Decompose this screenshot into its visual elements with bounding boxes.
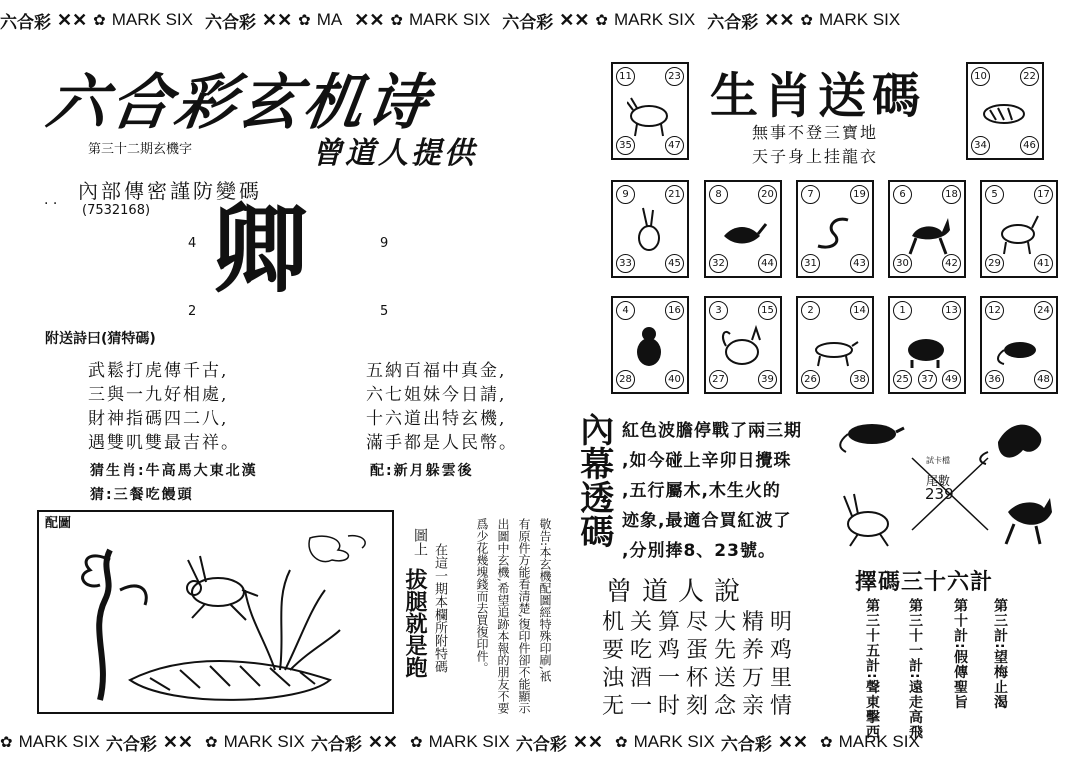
zodiac-box-snake <box>796 180 874 278</box>
zodiac-number: 5 <box>985 185 1004 204</box>
zdr-title: 曾道人說 <box>606 577 751 607</box>
poem-left-line: 財神指碼四二八, <box>88 409 229 429</box>
poem-right-line: 六七姐妹今日請, <box>366 385 507 405</box>
number-4: 4 <box>188 236 197 251</box>
inner-line: ,五行屬木,木生火的 <box>622 481 781 501</box>
zodiac-number: 45 <box>665 254 684 273</box>
zodiac-number: 17 <box>1034 185 1053 204</box>
zodiac-number: 10 <box>971 67 990 86</box>
zodiac-number: 16 <box>665 301 684 320</box>
banner-flower-icon: ✿ <box>93 12 106 29</box>
bottom-banner <box>0 728 1080 756</box>
zodiac-number: 30 <box>893 254 912 273</box>
banner-mark-text: MA <box>316 10 343 29</box>
inner-line: ,如今碰上辛卯日攪珠 <box>622 451 792 471</box>
zodiac-number: 1 <box>893 301 912 320</box>
strategy-title: 擇碼三十六計 <box>855 570 994 595</box>
zodiac-number: 43 <box>850 254 869 273</box>
strategy-item: 第三十一計:遠走高飛 <box>907 598 923 740</box>
zodiac-number: 3 <box>709 301 728 320</box>
zodiac-number: 4 <box>616 301 635 320</box>
zodiac-box-dog <box>796 296 874 394</box>
banner-flower-icon: ✿ <box>298 12 311 29</box>
inner-line: 迹象,最適合買紅波了 <box>622 511 792 531</box>
banner-chunk <box>205 8 342 33</box>
zodiac-number: 46 <box>1020 136 1039 155</box>
zodiac-number: 34 <box>971 136 990 155</box>
zodiac-number: 33 <box>616 254 635 273</box>
zodiac-number: 49 <box>942 370 961 389</box>
zodiac-title: 生肖送碼 <box>710 68 927 124</box>
dog-icon <box>812 322 860 372</box>
poem-left-line: 遇雙叽雙最吉祥。 <box>88 433 240 453</box>
dragon-icon <box>720 206 768 256</box>
monkey-icon <box>627 322 675 372</box>
number-9: 9 <box>380 236 389 251</box>
poem-right-line: 十六道出特玄機, <box>366 409 507 429</box>
inner-code-label: 內部傳密謹防變碼 <box>78 179 262 203</box>
rat-icon <box>996 322 1044 372</box>
zodiac-number: 6 <box>893 185 912 204</box>
zdr-line: 无一时刻念亲情 <box>602 694 799 719</box>
inner-line: 紅色波膽停戰了兩三期 <box>622 421 802 441</box>
zodiac-box-ox <box>611 62 689 160</box>
banner-mark-text: MARK SIX <box>223 732 305 751</box>
banner-six-logo: 六合彩 <box>515 734 567 754</box>
inner-line: ,分別捧8、23號。 <box>622 541 776 561</box>
zodiac-box-dragon <box>704 180 782 278</box>
banner-mark-text: MARK SIX <box>614 10 696 29</box>
zodiac-number: 25 <box>893 370 912 389</box>
banner-x-icon: ✕✕ <box>559 9 590 30</box>
zodiac-number: 37 <box>918 370 937 389</box>
zodiac-number: 41 <box>1034 254 1053 273</box>
banner-six-logo: 六合彩 <box>502 12 554 32</box>
banner-mark-text: MARK SIX <box>111 10 193 29</box>
banner-six-logo: 六合彩 <box>205 12 256 32</box>
banner-flower-icon: ✿ <box>615 734 628 751</box>
guess-match: 配:新月躲雲後 <box>370 463 474 479</box>
zodiac-box-horse <box>888 180 966 278</box>
tiger-icon <box>982 88 1030 138</box>
zodiac-number: 22 <box>1020 67 1039 86</box>
page-title: 六合彩玄机诗 <box>42 68 437 138</box>
banner-flower-icon: ✿ <box>0 734 13 751</box>
zodiac-number: 19 <box>850 185 869 204</box>
banner-mark-text: MARK SIX <box>819 10 901 29</box>
zodiac-box-monkey <box>611 296 689 394</box>
poem-right-line: 五納百福中真金, <box>366 361 507 381</box>
zodiac-number: 23 <box>665 67 684 86</box>
banner-x-icon: ✕✕ <box>57 9 88 30</box>
banner-chunk <box>502 8 695 33</box>
poem-right-line: 滿手都是人民幣。 <box>366 433 518 453</box>
zdr-line: 要吃鸡蛋先养鸡 <box>602 638 799 663</box>
zodiac-poem-line: 無事不登三寶地 <box>752 123 879 142</box>
picture-caption-small: 圖上 <box>412 528 428 556</box>
banner-flower-icon: ✿ <box>800 12 813 29</box>
zodiac-number: 8 <box>709 185 728 204</box>
zdr-line: 浊酒一杯送万里 <box>602 666 799 691</box>
banner-mark-text: MARK SIX <box>633 732 715 751</box>
picture-caption-note: 在這一期本欄所附特碼 <box>432 543 447 673</box>
banner-chunk <box>354 10 490 31</box>
banner-flower-icon: ✿ <box>390 12 403 29</box>
banner-chunk <box>0 730 193 755</box>
banner-six-logo: 六合彩 <box>105 734 157 754</box>
zodiac-number: 28 <box>616 370 635 389</box>
zodiac-number: 35 <box>616 136 635 155</box>
banner-flower-icon: ✿ <box>820 734 833 751</box>
zodiac-number: 20 <box>758 185 777 204</box>
zodiac-number: 15 <box>758 301 777 320</box>
banner-x-icon: ✕✕ <box>262 9 293 30</box>
zodiac-number: 29 <box>985 254 1004 273</box>
banner-chunk <box>707 8 900 33</box>
banner-chunk <box>410 730 603 755</box>
banner-six-logo: 六合彩 <box>0 12 51 32</box>
banner-x-icon: ✕✕ <box>764 9 795 30</box>
poem-heading: 附送詩曰(猜特碼) <box>45 331 156 347</box>
tail-label: 試卡檔 <box>926 456 950 465</box>
zodiac-poem-line: 天子身上挂龍衣 <box>752 147 879 166</box>
number-2: 2 <box>188 304 197 319</box>
banner-chunk <box>615 730 808 755</box>
banner-flower-icon: ✿ <box>595 12 608 29</box>
poem-left-line: 武鬆打虎傳千古, <box>88 361 229 381</box>
zodiac-number: 13 <box>942 301 961 320</box>
banner-x-icon: ✕✕ <box>354 9 385 30</box>
issue-label: 第三十二期玄機字 <box>88 142 193 157</box>
banner-flower-icon: ✿ <box>410 734 423 751</box>
guess-item: 猜:三餐吃饅頭 <box>90 487 194 503</box>
zodiac-box-rat <box>980 296 1058 394</box>
banner-six-logo: 六合彩 <box>310 734 362 754</box>
zodiac-number: 14 <box>850 301 869 320</box>
banner-x-icon: ✕✕ <box>572 731 603 752</box>
guess-zodiac: 猜生肖:牛高馬大東北漢 <box>90 463 258 479</box>
zodiac-box-rabbit <box>611 180 689 278</box>
picture-label: 配圖 <box>45 516 72 531</box>
banner-chunk <box>0 8 193 33</box>
tail-number: 239 <box>925 485 954 503</box>
tail-word: 尾數 <box>926 474 951 488</box>
zodiac-number: 31 <box>801 254 820 273</box>
zodiac-number: 42 <box>942 254 961 273</box>
zodiac-number: 7 <box>801 185 820 204</box>
big-character: 卿 <box>212 193 308 306</box>
zodiac-box-rooster <box>704 296 782 394</box>
zodiac-number: 39 <box>758 370 777 389</box>
zodiac-number: 47 <box>665 136 684 155</box>
zodiac-number: 40 <box>665 370 684 389</box>
inner-vertical-title: 內幕透碼 <box>573 412 614 548</box>
banner-mark-text: MARK SIX <box>428 732 510 751</box>
zodiac-number: 9 <box>616 185 635 204</box>
zodiac-number: 32 <box>709 254 728 273</box>
zodiac-number: 27 <box>709 370 728 389</box>
banner-mark-text: MARK SIX <box>838 732 920 751</box>
banner-mark-text: MARK SIX <box>409 10 491 29</box>
banner-six-logo: 六合彩 <box>707 12 759 32</box>
banner-x-icon: ✕✕ <box>162 731 193 752</box>
zodiac-number: 44 <box>758 254 777 273</box>
rooster-icon <box>720 322 768 372</box>
zodiac-box-goat <box>980 180 1058 278</box>
provider-label: 曾道人提供 <box>312 136 477 171</box>
dots-mark: · · <box>44 196 58 212</box>
picture-caption-large: 拔腿就是跑 <box>402 568 428 678</box>
goat-icon <box>996 206 1044 256</box>
zodiac-box-tiger <box>966 62 1044 160</box>
rabbit-scene-illustration <box>70 530 370 706</box>
zodiac-number: 24 <box>1034 301 1053 320</box>
zodiac-number: 2 <box>801 301 820 320</box>
number-5: 5 <box>380 304 389 319</box>
inner-code-number: (7532168) <box>82 203 151 218</box>
strategy-item: 第三十五計:聲東擊西 <box>864 598 880 740</box>
notice-col-3: 出圖中玄機,希望追跡本報的朋友不要 <box>496 518 510 714</box>
strategy-item: 第十計:假傳聖旨 <box>952 598 968 710</box>
zodiac-number: 36 <box>985 370 1004 389</box>
banner-flower-icon: ✿ <box>205 734 218 751</box>
poem-left-line: 三與一九好相處, <box>88 385 229 405</box>
zodiac-number: 26 <box>801 370 820 389</box>
pig-icon <box>904 322 952 372</box>
notice-col-2: 有原件方能看清楚,復印件卻不能顯示 <box>517 518 531 714</box>
rabbit-icon <box>627 206 675 256</box>
banner-x-icon: ✕✕ <box>367 731 398 752</box>
horse-icon <box>904 206 952 256</box>
notice-col-1: 敬告:本玄機配圖經特殊印刷,祇 <box>538 518 552 682</box>
zodiac-box-pig <box>888 296 966 394</box>
top-banner <box>0 6 1080 34</box>
banner-mark-text: MARK SIX <box>18 732 100 751</box>
strategy-item: 第三計:望梅止渴 <box>992 598 1008 710</box>
zodiac-number: 48 <box>1034 370 1053 389</box>
zodiac-number: 38 <box>850 370 869 389</box>
ox-icon <box>627 88 675 138</box>
snake-icon <box>812 206 860 256</box>
zdr-line: 机关算尽大精明 <box>602 610 799 635</box>
zodiac-number: 11 <box>616 67 635 86</box>
banner-six-logo: 六合彩 <box>720 734 772 754</box>
banner-chunk <box>820 732 920 752</box>
banner-x-icon: ✕✕ <box>777 731 808 752</box>
notice-col-4: 爲少花幾塊錢而去買復印件。 <box>475 518 489 674</box>
zodiac-number: 18 <box>942 185 961 204</box>
banner-chunk <box>205 730 398 755</box>
zodiac-number: 21 <box>665 185 684 204</box>
zodiac-number: 12 <box>985 301 1004 320</box>
